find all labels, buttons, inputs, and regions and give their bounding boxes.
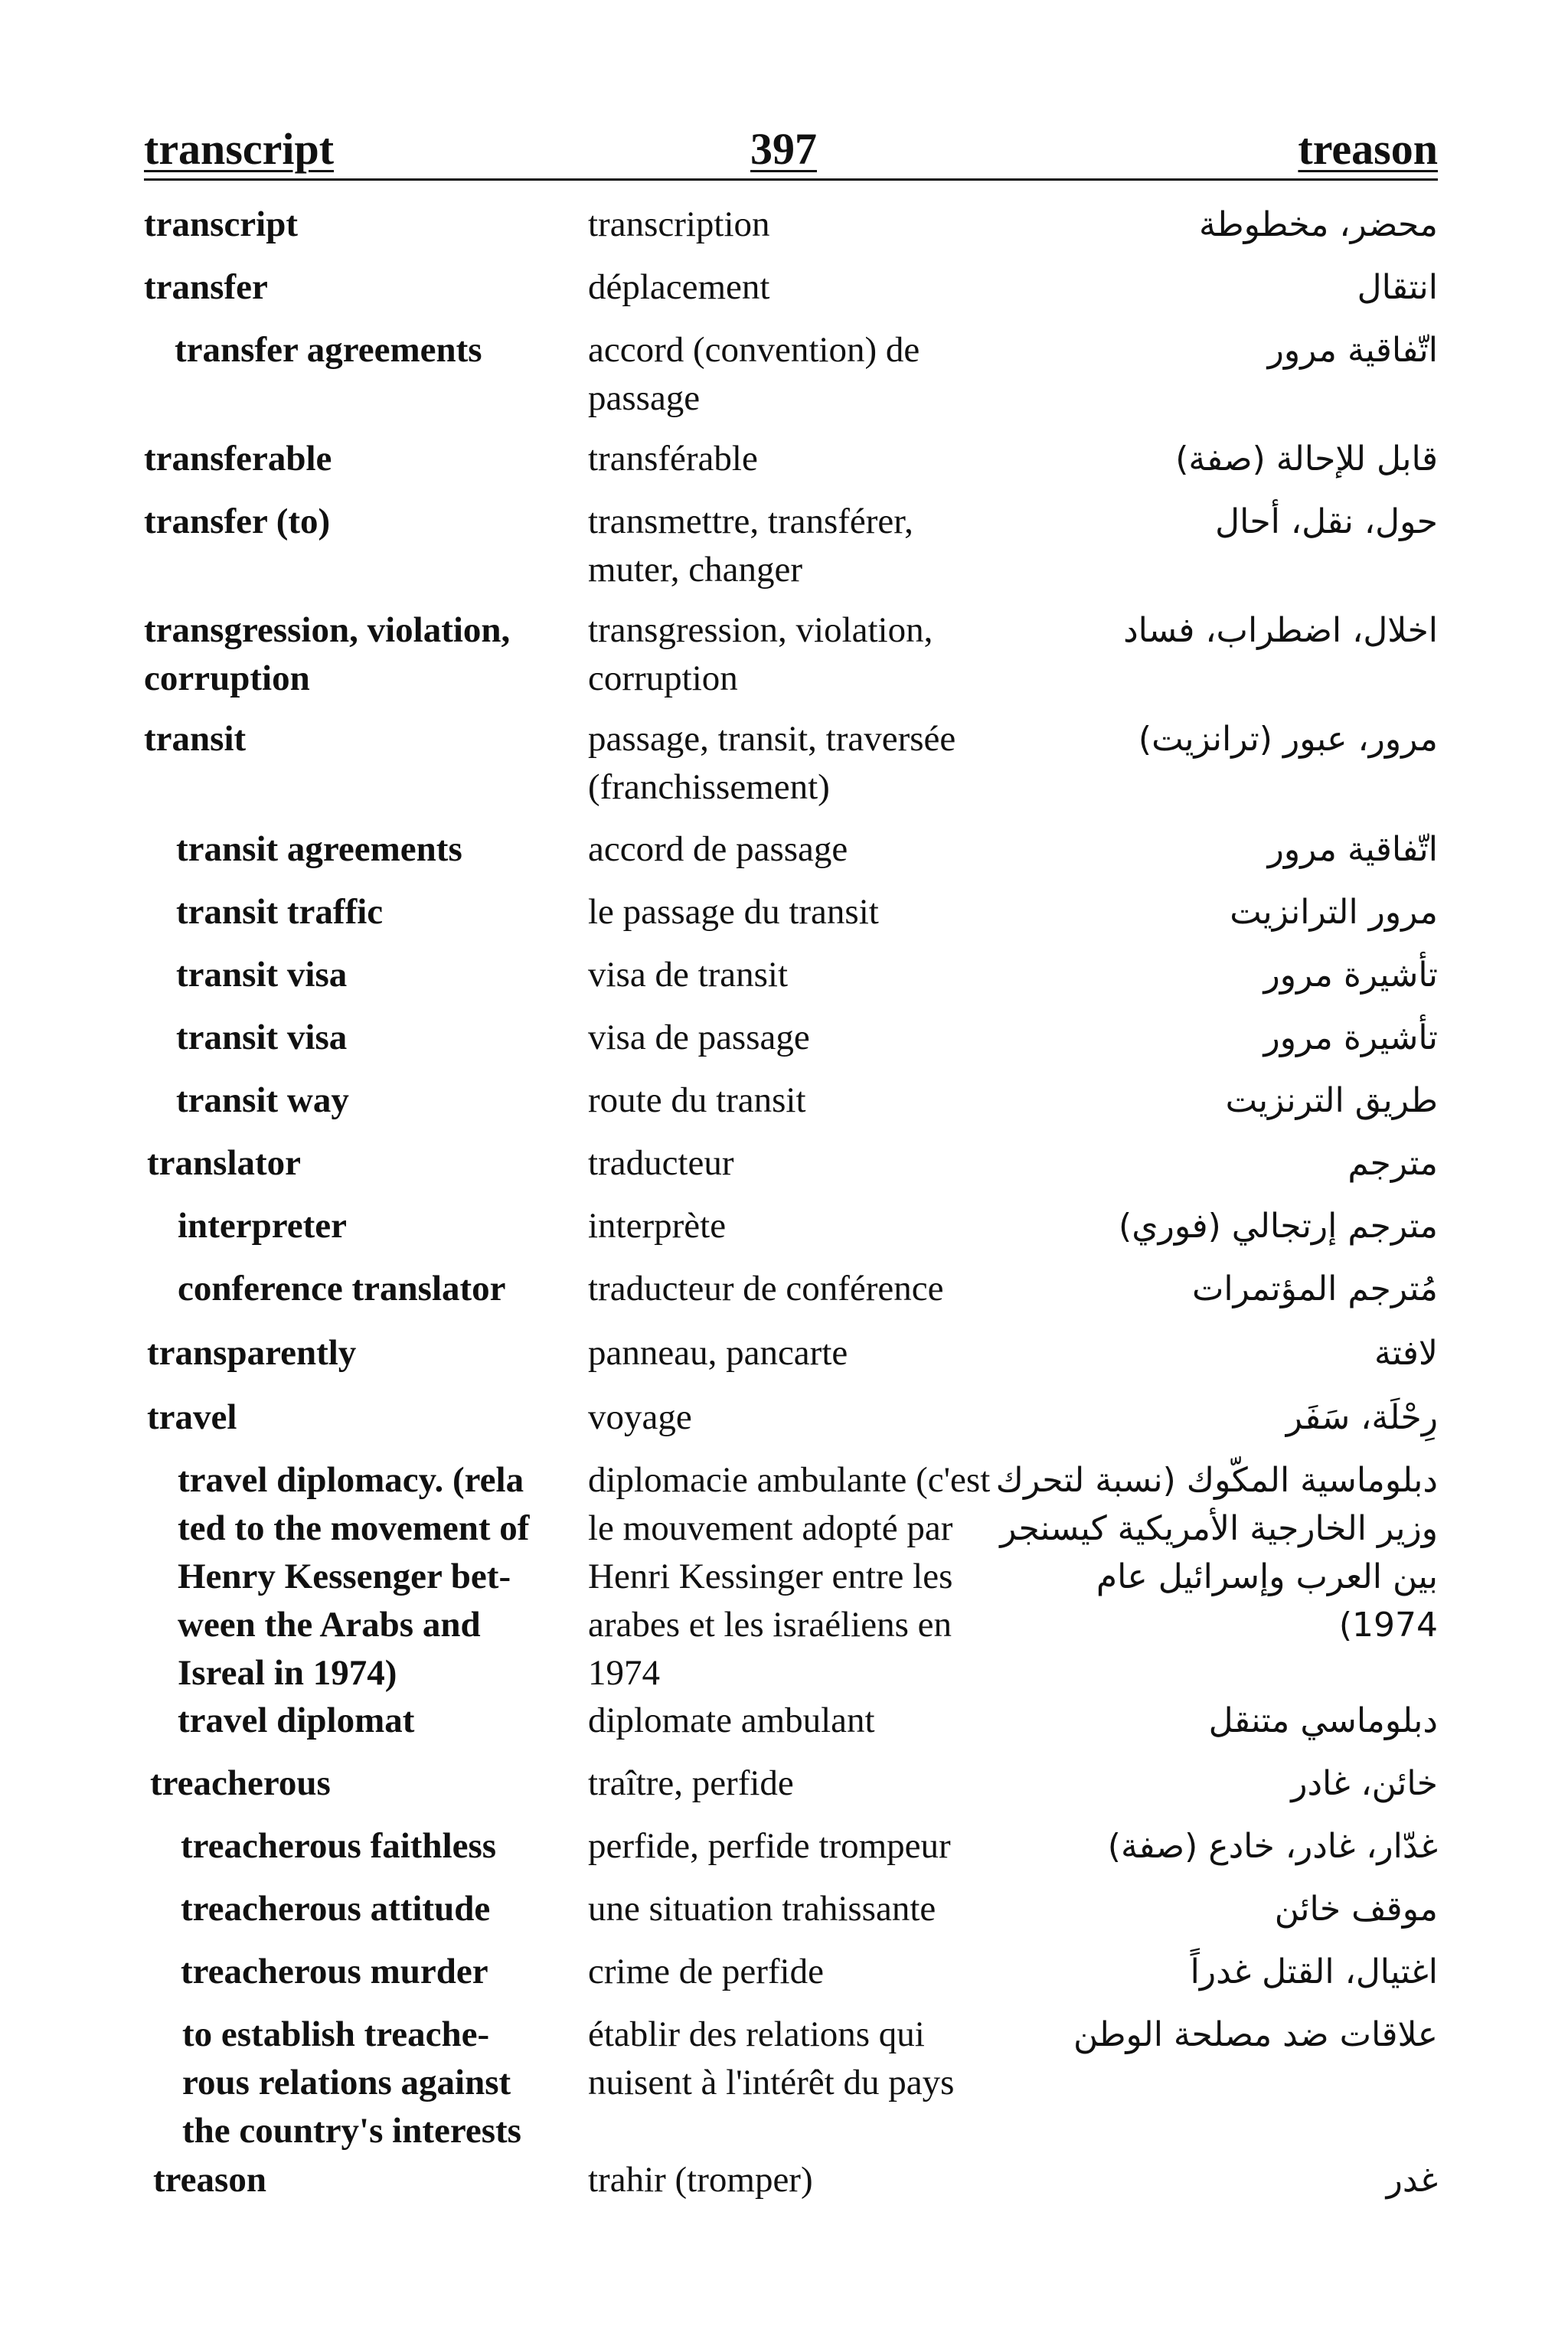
arabic-term: لافتة bbox=[1374, 1334, 1438, 1373]
english-term: treacherous faithless bbox=[181, 1826, 497, 1866]
english-term: transfer agreements bbox=[175, 330, 482, 370]
english-term: to establish treache- rous relations against the country's interests bbox=[182, 2014, 521, 2151]
running-head-left: transcript bbox=[144, 124, 335, 174]
arabic-term: دبلوماسي متنقل bbox=[1208, 1701, 1438, 1740]
english-term: transcript bbox=[144, 204, 299, 244]
french-term: transgression, violation, corruption bbox=[588, 610, 933, 698]
running-head-right: treason bbox=[1298, 124, 1438, 174]
english-term: transit visa bbox=[176, 955, 348, 995]
english-term: transit traffic bbox=[176, 892, 384, 932]
arabic-term: دبلوماسية المكّوك (نسبة لتحرك وزير الخارجية الأمريكية كيسنجر بين العرب وإسرائيل عام 1974) bbox=[995, 1461, 1438, 1645]
french-term: route du transit bbox=[588, 1080, 806, 1120]
english-term: treacherous murder bbox=[181, 1952, 488, 1991]
english-term: travel diplomacy. (rela ted to the movement of Henry Kessenger bet- ween the Arabs and Isreal in 1974) bbox=[178, 1460, 530, 1693]
arabic-term: مرور الترانزيت bbox=[1230, 893, 1438, 932]
french-term: traducteur de conférence bbox=[588, 1269, 944, 1308]
arabic-term: انتقال bbox=[1357, 268, 1438, 307]
french-term: visa de passage bbox=[588, 1018, 810, 1057]
arabic-term: خائن، غادر bbox=[1291, 1764, 1438, 1803]
english-term: transfer (to) bbox=[144, 502, 331, 541]
french-term: panneau, pancarte bbox=[588, 1333, 848, 1373]
arabic-term: طريق الترنزيت bbox=[1225, 1081, 1438, 1120]
english-term: transferable bbox=[144, 439, 332, 479]
english-term: transit agreements bbox=[176, 829, 462, 869]
arabic-term: اتّفاقية مرور bbox=[1267, 830, 1438, 869]
arabic-term: اغتيال، القتل غدراً bbox=[1190, 1952, 1438, 1991]
french-term: transcription bbox=[588, 204, 770, 244]
english-term: travel diplomat bbox=[178, 1701, 415, 1740]
arabic-term: علاقات ضد مصلحة الوطن bbox=[1073, 2015, 1438, 2054]
english-term: transgression, violation, corruption bbox=[144, 610, 511, 698]
arabic-term: موقف خائن bbox=[1274, 1890, 1438, 1929]
french-term: accord (convention) de passage bbox=[588, 330, 920, 418]
english-term: treason bbox=[153, 2160, 266, 2200]
french-term: perfide, perfide trompeur bbox=[588, 1826, 951, 1866]
french-term: trahir (tromper) bbox=[588, 2160, 813, 2200]
french-term: accord de passage bbox=[588, 829, 848, 869]
english-term: treacherous attitude bbox=[181, 1889, 491, 1929]
french-term: visa de transit bbox=[588, 955, 789, 995]
french-term: traître, perfide bbox=[588, 1763, 794, 1803]
arabic-term: اتّفاقية مرور bbox=[1267, 331, 1438, 370]
arabic-term: رِحْلَة، سَفَر bbox=[1285, 1398, 1438, 1437]
header-rule bbox=[144, 178, 1438, 181]
english-term: transit visa bbox=[176, 1018, 348, 1057]
arabic-term: تأشيرة مرور bbox=[1263, 1018, 1438, 1057]
arabic-term: غدّار، غادر، خادع (صفة) bbox=[1107, 1827, 1438, 1866]
arabic-term: اخلال، اضطراب، فساد bbox=[1123, 611, 1438, 650]
arabic-term: حول، نقل، أحال bbox=[1215, 502, 1438, 541]
french-term: diplomacie ambulante (c'est le mouvement adopté par Henri Kessinger entre les arabes et les israéliens en 1974 bbox=[588, 1460, 991, 1693]
english-term: treacherous bbox=[150, 1763, 331, 1803]
arabic-term: قابل للإحالة (صفة) bbox=[1175, 439, 1438, 479]
french-term: interprète bbox=[588, 1206, 727, 1246]
french-term: déplacement bbox=[588, 267, 770, 307]
arabic-term: مترجم إرتجالي (فوري) bbox=[1119, 1207, 1438, 1246]
english-term: transit bbox=[144, 719, 247, 759]
arabic-term: مترجم bbox=[1348, 1144, 1438, 1183]
arabic-term: غدر bbox=[1386, 2161, 1438, 2200]
page-number: 397 bbox=[750, 124, 817, 174]
french-term: traducteur bbox=[588, 1143, 734, 1183]
french-term: crime de perfide bbox=[588, 1952, 824, 1991]
french-term: une situation trahissante bbox=[588, 1889, 936, 1929]
arabic-term: مُترجم المؤتمرات bbox=[1192, 1269, 1438, 1308]
english-term: conference translator bbox=[178, 1269, 506, 1308]
english-term: transparently bbox=[147, 1333, 357, 1373]
french-term: transmettre, transférer, muter, changer bbox=[588, 502, 913, 590]
english-term: translator bbox=[147, 1143, 302, 1183]
english-term: travel bbox=[147, 1397, 237, 1437]
french-term: le passage du transit bbox=[588, 892, 879, 932]
english-term: transfer bbox=[144, 267, 268, 307]
french-term: transférable bbox=[588, 439, 758, 479]
french-term: voyage bbox=[588, 1397, 692, 1437]
arabic-term: محضر، مخطوطة bbox=[1199, 205, 1438, 244]
arabic-term: تأشيرة مرور bbox=[1263, 956, 1438, 995]
french-term: diplomate ambulant bbox=[588, 1701, 875, 1740]
arabic-term: مرور، عبور (ترانزيت) bbox=[1138, 720, 1438, 759]
english-term: interpreter bbox=[178, 1206, 347, 1246]
french-term: établir des relations qui nuisent à l'intérêt du pays bbox=[588, 2014, 955, 2102]
french-term: passage, transit, traversée (franchissement) bbox=[588, 719, 956, 807]
english-term: transit way bbox=[176, 1080, 349, 1120]
